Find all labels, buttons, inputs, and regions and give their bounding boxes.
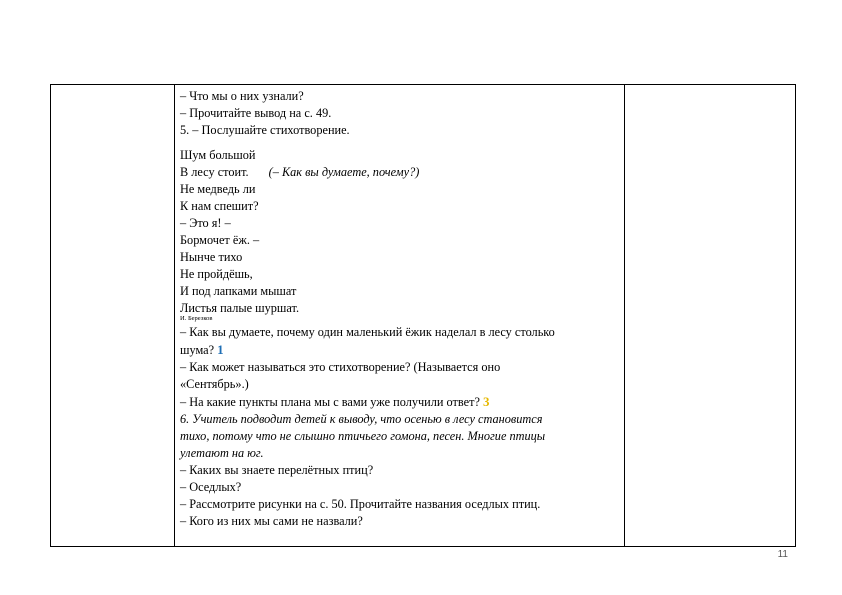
plan-number-badge: 1 (217, 342, 224, 357)
question-line: – Оседлых? (180, 480, 242, 494)
poem-line: К нам спешит? (180, 199, 259, 213)
question-text: шума? (180, 343, 215, 357)
question-line: – Как может называться это стихотворение? (Называется оно (180, 360, 501, 374)
lesson-table (50, 84, 796, 547)
table-column-right (625, 85, 795, 546)
poem-line: Листья палые шуршат. (180, 301, 300, 315)
question-line (180, 341, 624, 359)
poem-line: Не пройдёшь, (180, 267, 253, 281)
plan-number-badge: 3 (483, 394, 490, 409)
teacher-note-line: улетают на юг. (180, 446, 264, 460)
question-line: – Каких вы знаете перелётных птиц? (180, 463, 374, 477)
poem-line-text: В лесу стоит. (180, 165, 249, 179)
poem-line (180, 164, 624, 181)
question-line: «Сентябрь».) (180, 377, 249, 391)
text-line: – Прочитайте вывод на с. 49. (180, 106, 332, 120)
poem-line: Нынче тихо (180, 250, 243, 264)
question-line (180, 393, 624, 411)
teacher-note-line: 6. Учитель подводит детей к выводу, что осенью в лесу становится (180, 412, 543, 426)
table-column-content (175, 85, 625, 546)
poem-aside-question: (– Как вы думаете, почему?) (268, 165, 420, 179)
text-line: 5. – Послушайте стихотворение. (180, 123, 350, 137)
text-line: – Что мы о них узнали? (180, 89, 304, 103)
question-line: – Кого из них мы сами не назвали? (180, 514, 363, 528)
question-line: – Как вы думаете, почему один маленький ёжик наделал в лесу столько (180, 325, 555, 339)
table-column-left (51, 85, 175, 546)
page-number: 11 (777, 549, 788, 560)
poem-line: И под лапками мышат (180, 284, 297, 298)
poem-line: – Это я! – (180, 216, 231, 230)
teacher-note-line: тихо, потому что не слышно птичьего гомона, песен. Многие птицы (180, 429, 546, 443)
poem-line: Бормочет ёж. – (180, 233, 260, 247)
poem-line: Не медведь ли (180, 182, 256, 196)
poem-author: И. Березков (180, 315, 213, 322)
question-line: – Рассмотрите рисунки на с. 50. Прочитайте названия оседлых птиц. (180, 497, 541, 511)
question-text: – На какие пункты плана мы с вами уже получили ответ? (180, 395, 480, 409)
poem-line: Шум большой (180, 148, 256, 162)
